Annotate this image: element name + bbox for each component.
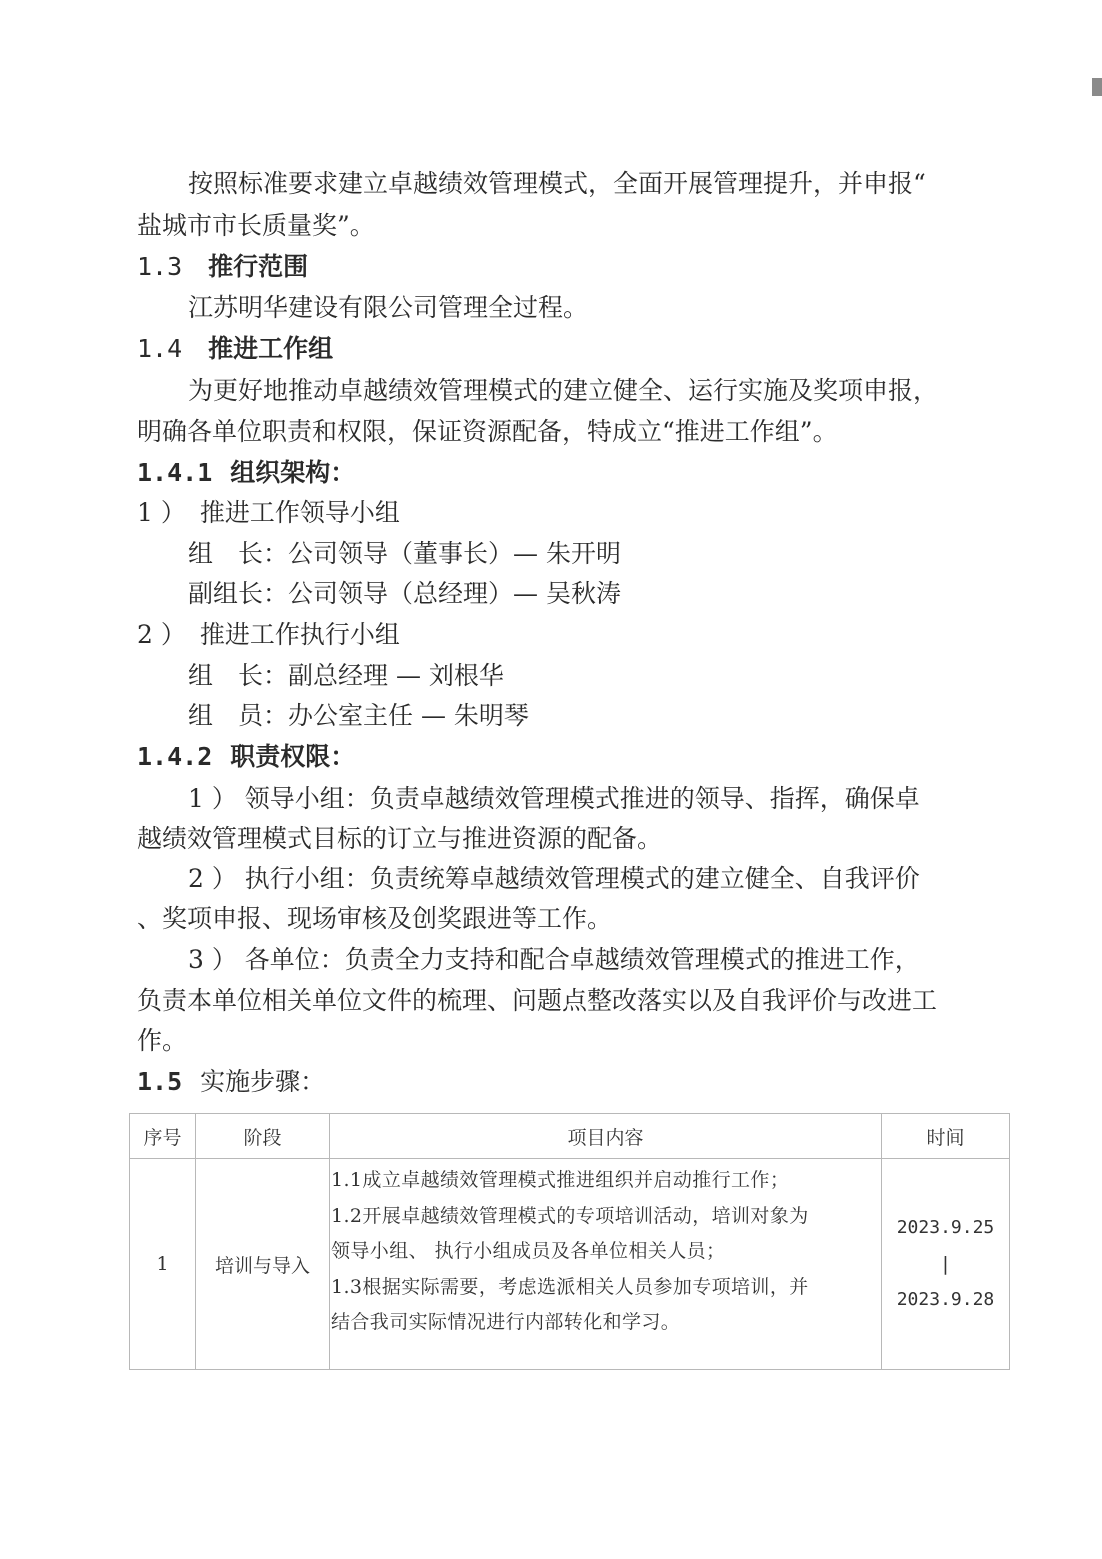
content-item: 领导小组、 执行小组成员及各单位相关人员；	[331, 1240, 726, 1263]
cell-stage: 培训与导入	[196, 1159, 330, 1370]
content-item: 1.2开展卓越绩效管理模式的专项培训活动，培训对象为	[331, 1204, 809, 1227]
list-marker: 2 ）	[137, 620, 186, 649]
cell-content	[330, 1159, 882, 1370]
group-title: 推进工作执行小组	[199, 620, 400, 649]
group-1-deputy: 副组长：公司领导（总经理）— 吴秋涛	[188, 579, 621, 608]
section-1-3-heading	[137, 250, 308, 284]
table-header-row	[130, 1114, 1010, 1159]
section-1-4-heading	[137, 332, 333, 366]
header-serial: 序号	[130, 1114, 196, 1159]
content-item: 1.1成立卓越绩效管理模式推进组织并启动推行工作；	[331, 1169, 790, 1191]
table-row	[130, 1159, 1010, 1370]
duty-3-line-2: 负责本单位相关单位文件的梳理、问题点整改落实以及自我评价与改进工	[137, 986, 938, 1015]
section-1-4-body-line-2: 明确各单位职责和权限，保证资源配备，特成立“推进工作组”。	[137, 417, 838, 446]
section-title: 实施步骤：	[200, 1067, 326, 1096]
section-title: 组织架构：	[230, 458, 356, 487]
duty-2-line-2: 、奖项申报、现场审核及创奖跟进等工作。	[137, 904, 613, 933]
section-number: 1.4	[137, 334, 183, 363]
group-1-heading	[137, 496, 400, 530]
cell-time	[882, 1159, 1010, 1370]
intro-line-1: 按照标准要求建立卓越绩效管理模式，全面开展管理提升，并申报“	[188, 169, 926, 198]
group-1-leader: 组 长：公司领导（董事长）— 朱开明	[188, 539, 621, 568]
group-2-leader: 组 长：副总经理 — 刘根华	[188, 661, 504, 690]
duty-3-line-3: 作。	[137, 1026, 188, 1055]
section-number: 1.4.1	[137, 458, 213, 487]
intro-line-2: 盐城市市长质量奖”。	[137, 211, 375, 240]
section-1-5-heading	[137, 1065, 325, 1099]
group-title: 推进工作领导小组	[199, 498, 400, 527]
group-2-heading	[137, 618, 400, 652]
section-number: 1.5	[137, 1067, 183, 1096]
date-range-separator: |	[942, 1253, 949, 1275]
cell-serial: 1	[130, 1159, 196, 1370]
content-item: 1.3根据实际需要，考虑选派相关人员参加专项培训，并	[331, 1275, 809, 1298]
section-title: 推进工作组	[208, 334, 334, 363]
end-date: 2023.9.28	[896, 1289, 995, 1310]
duty-1-line-2: 越绩效管理模式目标的订立与推进资源的配备。	[137, 824, 663, 853]
start-date: 2023.9.25	[896, 1217, 995, 1238]
duty-2-line-1: 2 ） 执行小组：负责统筹卓越绩效管理模式的建立健全、自我评价	[188, 864, 920, 893]
section-number: 1.4.2	[137, 742, 213, 771]
header-time: 时间	[882, 1114, 1010, 1159]
duty-3-line-1: 3 ） 各单位：负责全力支持和配合卓越绩效管理模式的推进工作，	[188, 945, 920, 974]
section-title: 职责权限：	[230, 742, 356, 771]
header-content: 项目内容	[330, 1114, 882, 1159]
group-2-member: 组 员：办公室主任 — 朱明琴	[188, 701, 529, 730]
section-number: 1.3	[137, 252, 183, 281]
content-item: 结合我司实际情况进行内部转化和学习。	[331, 1311, 681, 1334]
section-1-4-2-heading	[137, 740, 355, 774]
header-stage: 阶段	[196, 1114, 330, 1159]
section-1-3-body: 江苏明华建设有限公司管理全过程。	[188, 293, 589, 322]
implementation-steps-table	[129, 1113, 1010, 1370]
duty-1-line-1: 1 ） 领导小组：负责卓越绩效管理模式推进的领导、指挥，确保卓	[188, 784, 920, 813]
list-marker: 1 ）	[137, 498, 186, 527]
section-1-4-body-line-1: 为更好地推动卓越绩效管理模式的建立健全、运行实施及奖项申报，	[188, 376, 939, 405]
section-title: 推行范围	[208, 252, 309, 281]
section-1-4-1-heading	[137, 456, 355, 490]
